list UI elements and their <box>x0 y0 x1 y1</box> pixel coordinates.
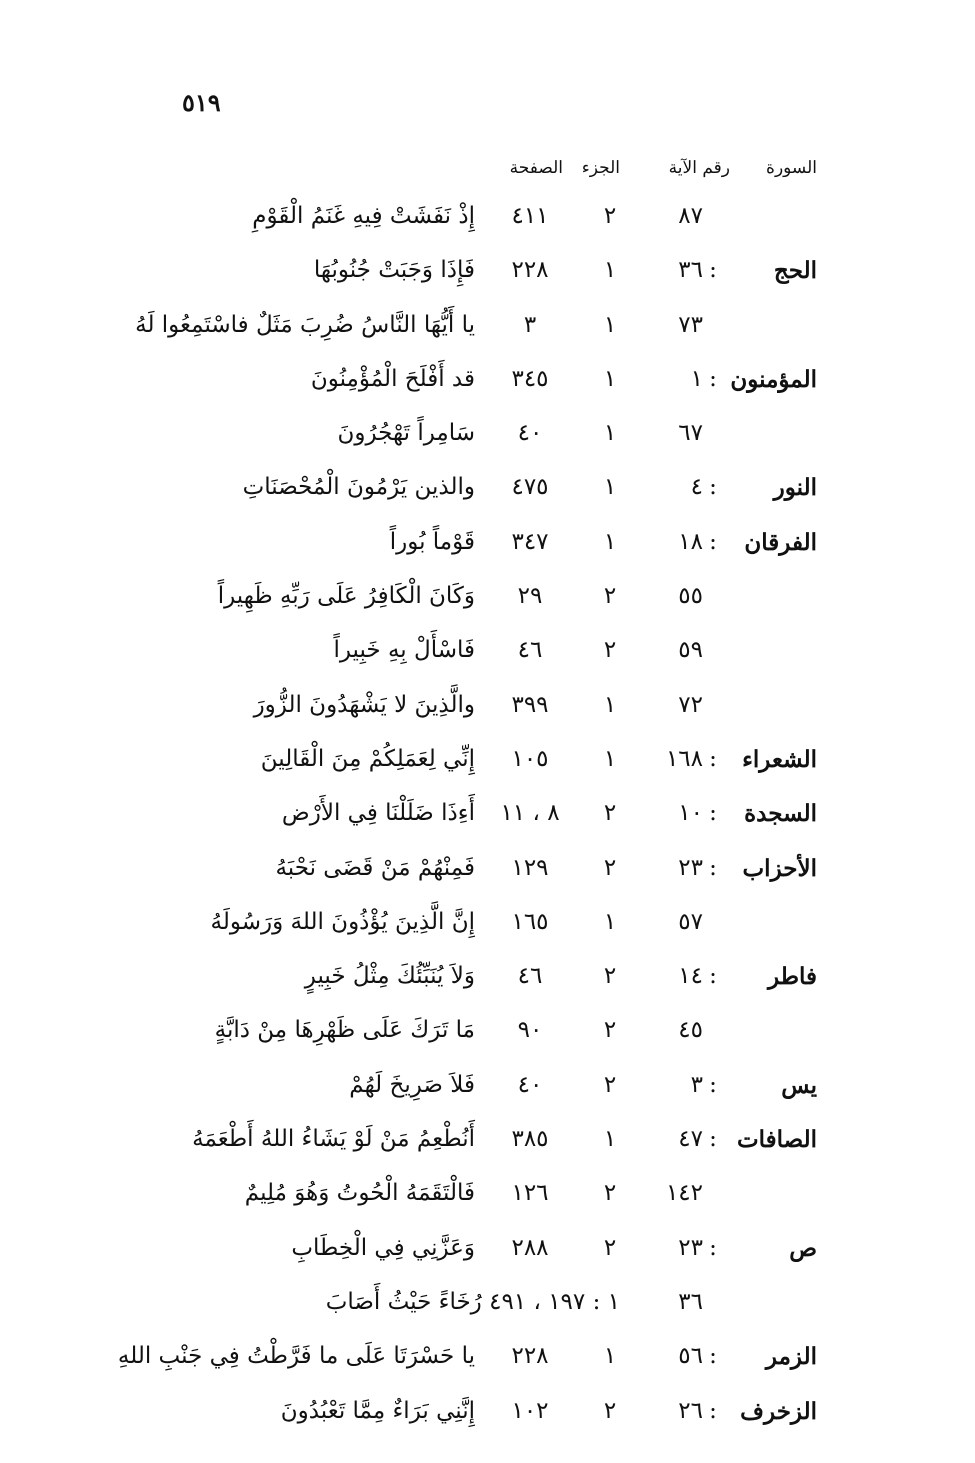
separator-colon: : <box>709 257 717 284</box>
ayah-number: ٤٧ <box>678 1126 703 1153</box>
table-row <box>0 1064 975 1118</box>
verse-text: يا حَسْرَتَا عَلَى ما فَرَّطْتُ فِي جَنْبِ اللهِ <box>117 1343 475 1370</box>
verse-text: إِذْ نَفَشَتْ فِيهِ غَنَمُ الْقَوْمِ <box>252 203 475 229</box>
page-reference: ٢٢٨ <box>511 1343 549 1370</box>
table-row <box>0 195 975 249</box>
surah-name: الصافات <box>736 1126 817 1154</box>
surah-name: الشعراء <box>742 745 817 773</box>
header-surah: السورة <box>766 158 817 178</box>
ayah-number: ٨٧ <box>678 203 703 229</box>
verse-text: وَكَانَ الْكَافِرُ عَلَى رَبِّهِ ظَهِيراً <box>217 583 475 610</box>
ayah-number: ٢٦ <box>678 1397 703 1424</box>
ayah-number: ١٤٢ <box>665 1180 703 1207</box>
verse-text: إِنَّ الَّذِينَ يُؤْذُونَ اللهَ وَرَسُولَهُ <box>210 908 475 935</box>
verse-text: فَالْتَقَمَهُ الْحُوتُ وَهُوَ مُلِيمٌ <box>244 1180 475 1207</box>
header-ayah: رقم الآية <box>668 158 730 178</box>
table-row <box>0 1009 975 1063</box>
page-reference: ٣ <box>523 311 537 338</box>
verse-text: فَلاَ صَرِيخَ لَهُمْ <box>349 1071 475 1098</box>
verse-text: أَنُطْعِمُ مَنْ لَوْ يَشَاءُ اللهُ أَطْعَمَهُ <box>192 1126 475 1153</box>
ayah-number: ٥٧ <box>678 908 703 935</box>
table-row <box>0 575 975 629</box>
ayah-number: ٤ <box>690 474 703 501</box>
table-row <box>0 1227 975 1281</box>
separator-colon: : <box>709 474 717 501</box>
page-reference: ٩٠ <box>517 1017 543 1044</box>
juz-number: ٢ <box>603 1071 617 1098</box>
verse-text: قَوْماً بُوراً <box>389 528 475 555</box>
separator-colon: : <box>709 1071 717 1098</box>
page-reference: ٤٠ <box>517 420 543 447</box>
page-reference: ١٠٢ <box>511 1397 549 1424</box>
ayah-number: ٣٦ <box>678 257 703 284</box>
surah-name: الزخرف <box>740 1397 817 1425</box>
surah-name: النور <box>773 474 817 502</box>
page-reference: ٣٩٩ <box>511 691 549 718</box>
page-reference: ٤١١ <box>511 203 549 229</box>
juz-number: ٢ <box>603 637 617 664</box>
table-row <box>0 1172 975 1226</box>
ayah-number: ٦٧ <box>678 420 703 447</box>
page-reference: ٤٦ <box>517 963 543 990</box>
ayah-number: ٢٣ <box>678 854 703 881</box>
ayah-number: ١٠ <box>678 800 703 827</box>
separator-colon: : <box>709 1126 717 1153</box>
table-row <box>0 955 975 1009</box>
juz-number: ٢ <box>603 1397 617 1424</box>
verse-text: ١ : ١٩٧ ، ٤٩١ رُخَاءً حَيْثُ أَصَابَ <box>325 1288 620 1315</box>
ayah-number: ٧٢ <box>678 691 703 718</box>
separator-colon: : <box>709 365 717 392</box>
juz-number: ١ <box>603 420 617 447</box>
surah-name: فاطر <box>768 963 817 991</box>
ayah-number: ٥٦ <box>678 1343 703 1370</box>
verse-text: فَإِذَا وَجَبَتْ جُنُوبُهَا <box>313 257 475 284</box>
juz-number: ٢ <box>603 963 617 990</box>
ayah-number: ١ <box>690 365 703 392</box>
verse-text: فَمِنْهُمْ مَنْ قَضَى نَحْبَهُ <box>275 854 475 881</box>
verse-text: وَعَزَّنِي فِي الْخِطَابِ <box>291 1234 475 1261</box>
verse-text: إِنِّي لِعَمَلِكُمْ مِنَ الْقَالِينَ <box>260 745 475 772</box>
page-reference: ٢٢٨ <box>511 257 549 284</box>
page-reference: ٣٤٥ <box>511 365 549 392</box>
table-row <box>0 358 975 412</box>
surah-name: الزمر <box>765 1343 817 1371</box>
table-row <box>0 629 975 683</box>
index-table <box>0 195 975 1444</box>
page-reference: ١٢٩ <box>511 854 549 881</box>
ayah-number: ٥٥ <box>678 583 703 610</box>
juz-number: ١ <box>603 257 617 284</box>
juz-number: ٢ <box>603 1180 617 1207</box>
table-row <box>0 847 975 901</box>
page-reference: ٢٩ <box>517 583 543 610</box>
separator-colon: : <box>709 745 717 772</box>
juz-number: ٢ <box>603 800 617 827</box>
table-row <box>0 466 975 520</box>
table-row <box>0 521 975 575</box>
ayah-number: ١٤ <box>678 963 703 990</box>
ayah-number: ٤٥ <box>678 1017 703 1044</box>
surah-name: الفرقان <box>744 528 817 556</box>
verse-text: مَا تَرَكَ عَلَى ظَهْرِهَا مِنْ دَابَّةٍ <box>214 1017 475 1044</box>
verse-text: قد أَفْلَحَ الْمُؤْمِنُونَ <box>310 365 475 392</box>
verse-text: سَامِراً تَهْجُرُونَ <box>337 420 475 447</box>
page-reference: ٤٧٥ <box>511 474 549 501</box>
juz-number: ٢ <box>603 583 617 610</box>
surah-name: الأحزاب <box>742 854 817 882</box>
page-reference: ١٦٥ <box>511 908 549 935</box>
table-row <box>0 412 975 466</box>
surah-name: يس <box>781 1071 817 1099</box>
page-reference: ٣٤٧ <box>511 528 549 555</box>
juz-number: ١ <box>603 691 617 718</box>
verse-text: يا أَيُّهَا النَّاسُ ضُرِبَ مَثَلٌ فاسْتَمِعُوا لَهُ <box>135 311 475 338</box>
separator-colon: : <box>709 1234 717 1261</box>
verse-text: وَلاَ يُنَبِّئُكَ مِثْلُ خَبِيرٍ <box>304 963 475 990</box>
page-reference: ١٢٦ <box>511 1180 549 1207</box>
header-page: الصفحة <box>509 158 563 178</box>
separator-colon: : <box>709 1397 717 1424</box>
juz-number: ١ <box>603 1126 617 1153</box>
ayah-number: ٣٦ <box>678 1288 703 1315</box>
page-reference: ٨ ، ١١ <box>500 800 560 827</box>
juz-number: ١ <box>603 1343 617 1370</box>
surah-name: المؤمنون <box>730 365 817 393</box>
surah-name: ص <box>789 1234 817 1262</box>
verse-text: إِنَّنِي بَرَاءٌ مِمَّا تَعْبُدُونَ <box>280 1397 475 1424</box>
table-row <box>0 249 975 303</box>
surah-name: الحج <box>773 257 817 285</box>
juz-number: ٢ <box>603 203 617 229</box>
juz-number: ١ <box>603 745 617 772</box>
ayah-number: ٣ <box>690 1071 703 1098</box>
juz-number: ١ <box>603 474 617 501</box>
juz-number: ١ <box>603 528 617 555</box>
header-juz: الجزء <box>581 158 620 178</box>
page-reference: ٤٦ <box>517 637 543 664</box>
verse-text: فَاسْأَلْ بِهِ خَبِيراً <box>333 637 475 664</box>
ayah-number: ١٦٨ <box>665 745 703 772</box>
table-row <box>0 792 975 846</box>
separator-colon: : <box>709 854 717 881</box>
table-row <box>0 304 975 358</box>
table-row <box>0 1281 975 1335</box>
table-row <box>0 1118 975 1172</box>
table-row <box>0 1390 975 1444</box>
juz-number: ١ <box>603 311 617 338</box>
ayah-number: ٢٣ <box>678 1234 703 1261</box>
page-reference: ١٠٥ <box>511 745 549 772</box>
ayah-number: ٧٣ <box>678 311 703 338</box>
ayah-number: ١٨ <box>678 528 703 555</box>
surah-name: السجدة <box>744 800 817 828</box>
page-number: ٥١٩ <box>182 88 221 117</box>
juz-number: ٢ <box>603 1017 617 1044</box>
page-reference: ٢٨٨ <box>511 1234 549 1261</box>
juz-number: ١ <box>603 365 617 392</box>
ayah-number: ٥٩ <box>678 637 703 664</box>
juz-number: ١ <box>603 908 617 935</box>
table-row <box>0 901 975 955</box>
separator-colon: : <box>709 528 717 555</box>
table-row <box>0 684 975 738</box>
table-row <box>0 1335 975 1389</box>
table-row <box>0 738 975 792</box>
page-reference: ٤٠ <box>517 1071 543 1098</box>
verse-text: أَءِذَا ضَلَلْنَا فِي الأَرْض <box>281 800 475 827</box>
separator-colon: : <box>709 1343 717 1370</box>
separator-colon: : <box>709 963 717 990</box>
juz-number: ٢ <box>603 1234 617 1261</box>
verse-text: والذين يَرْمُونَ الْمُحْصَنَاتِ <box>242 474 475 501</box>
page-reference: ٣٨٥ <box>511 1126 549 1153</box>
table-header <box>0 158 975 188</box>
juz-number: ٢ <box>603 854 617 881</box>
verse-text: والَّذِينَ لا يَشْهَدُونَ الزُّورَ <box>253 691 475 718</box>
separator-colon: : <box>709 800 717 827</box>
